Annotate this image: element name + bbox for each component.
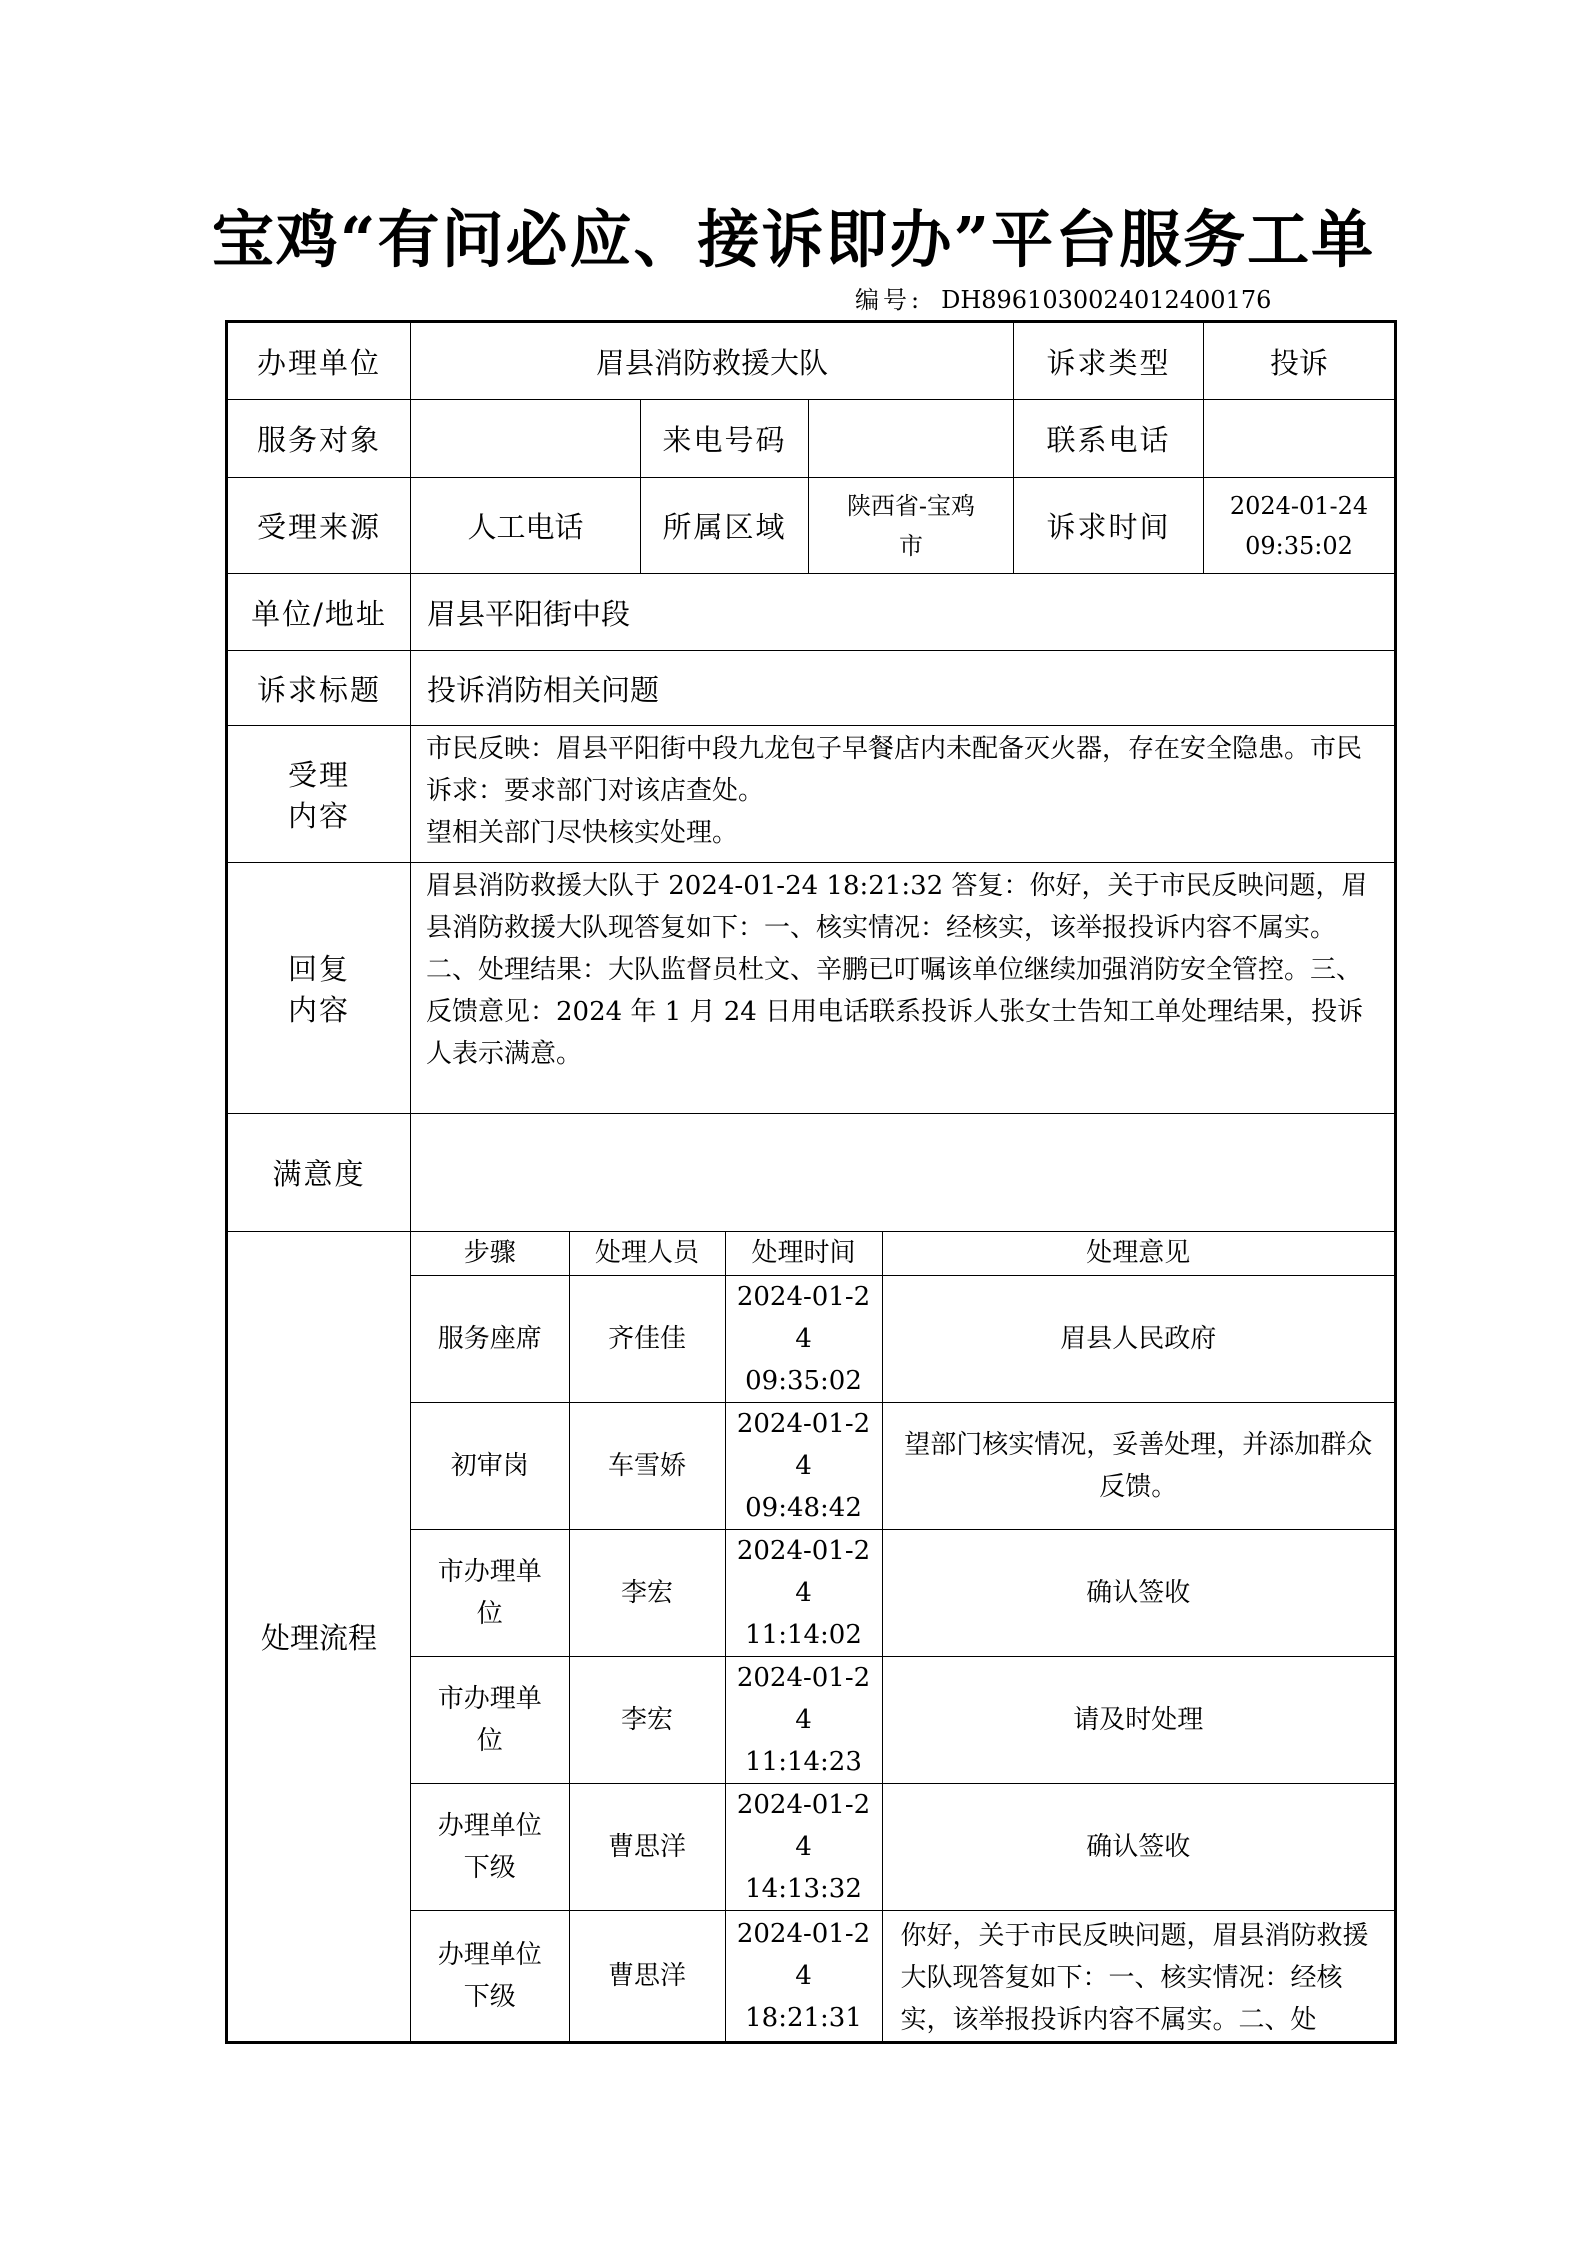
flow-opinion: 确认签收 (882, 1529, 1394, 1656)
flow-person: 车雪娇 (569, 1402, 725, 1529)
type-label: 诉求类型 (1014, 322, 1204, 400)
flow-opinion: 请及时处理 (882, 1656, 1394, 1783)
caller-label: 来电号码 (641, 400, 809, 478)
unit-value: 眉县消防救援大队 (411, 322, 1014, 400)
flow-person: 曹思洋 (569, 1910, 725, 2041)
reply-cell (411, 863, 1396, 1114)
serial-value: DH8961030024012400176 (941, 286, 1272, 314)
flow-row (411, 1910, 1394, 2041)
flow-opinion: 你好，关于市民反映问题，眉县消防救援大队现答复如下：一、核实情况：经核实，该举报投诉内容不属实。二、处 (882, 1910, 1394, 2041)
serial-number (855, 282, 1271, 318)
flow-header-step: 步骤 (411, 1232, 569, 1275)
time-value-line-2: 09:35:02 (1245, 531, 1353, 560)
region-label: 所属区域 (641, 478, 809, 574)
flow-time: 2024-01-2 4 14:13:32 (725, 1783, 882, 1910)
flow-header-time: 处理时间 (725, 1232, 882, 1275)
process-label: 处理流程 (227, 1232, 411, 2043)
flow-person: 曹思洋 (569, 1783, 725, 1910)
contact-label: 联系电话 (1014, 400, 1204, 478)
content-label (227, 726, 411, 863)
subject-value: 投诉消防相关问题 (411, 651, 1396, 726)
source-label: 受理来源 (227, 478, 411, 574)
flow-time: 2024-01-2 4 09:35:02 (725, 1275, 882, 1402)
time-label: 诉求时间 (1014, 478, 1204, 574)
document-title: 宝鸡“有问必应、接诉即办”平台服务工单 (211, 203, 1376, 276)
process-flow-table (411, 1232, 1394, 2041)
flow-row (411, 1656, 1394, 1783)
flow-step: 服务座席 (411, 1275, 569, 1402)
flow-time: 2024-01-2 4 18:21:31 (725, 1910, 882, 2041)
flow-opinion: 确认签收 (882, 1783, 1394, 1910)
reply-label (227, 863, 411, 1114)
flow-time: 2024-01-2 4 11:14:23 (725, 1656, 882, 1783)
time-value-line-1: 2024-01-24 (1229, 491, 1369, 520)
flow-header-person: 处理人员 (569, 1232, 725, 1275)
flow-row (411, 1275, 1394, 1402)
flow-step: 办理单位 下级 (411, 1910, 569, 2041)
time-value (1204, 478, 1396, 574)
content-cell (411, 726, 1396, 863)
flow-row (411, 1402, 1394, 1529)
reply-label-line-1: 回复 (287, 952, 350, 986)
content-text: 市民反映：眉县平阳街中段九龙包子早餐店内未配备灭火器，存在安全隐患。市民诉求：要求部门对该店查处。 望相关部门尽快核实处理。 (426, 734, 1363, 848)
flow-step: 办理单位 下级 (411, 1783, 569, 1910)
flow-person: 李宏 (569, 1656, 725, 1783)
flow-row (411, 1529, 1394, 1656)
source-value: 人工电话 (411, 478, 641, 574)
satisfaction-label: 满意度 (227, 1114, 411, 1232)
subject-label: 诉求标题 (227, 651, 411, 726)
flow-step: 初审岗 (411, 1402, 569, 1529)
flow-step: 市办理单 位 (411, 1656, 569, 1783)
target-label: 服务对象 (227, 400, 411, 478)
flow-row (411, 1783, 1394, 1910)
flow-opinion: 望部门核实情况，妥善处理，并添加群众反馈。 (882, 1402, 1394, 1529)
process-cell (411, 1232, 1396, 2043)
target-value (411, 400, 641, 478)
address-label: 单位/地址 (227, 574, 411, 651)
flow-header-opinion: 处理意见 (882, 1232, 1394, 1275)
unit-label: 办理单位 (227, 322, 411, 400)
flow-time: 2024-01-2 4 11:14:02 (725, 1529, 882, 1656)
content-label-line-1: 受理 (287, 758, 350, 792)
type-value: 投诉 (1204, 322, 1396, 400)
region-value (809, 478, 1014, 574)
work-order-table (225, 320, 1397, 2044)
flow-step: 市办理单 位 (411, 1529, 569, 1656)
caller-value (809, 400, 1014, 478)
reply-label-line-2: 内容 (287, 993, 350, 1027)
serial-label: 编号: (855, 286, 924, 314)
flow-person: 李宏 (569, 1529, 725, 1656)
content-label-line-2: 内容 (287, 799, 350, 833)
reply-text: 眉县消防救援大队于 2024-01-24 18:21:32 答复：你好，关于市民反映问题，眉县消防救援大队现答复如下：一、核实情况：经核实，该举报投诉内容不属实。二、处理结果：大队监督员杜文、辛鹏已叮嘱该单位继续加强消防安全管控。三、反馈意见：2024 年 1 月 24 日用电话联系投诉人张女士告知工单处理结果，投诉人表示满意。 (426, 871, 1368, 1069)
satisfaction-value (411, 1114, 1396, 1232)
flow-person: 齐佳佳 (569, 1275, 725, 1402)
region-value-line-1: 陕西省-宝鸡 (846, 491, 976, 520)
region-value-line-2: 市 (899, 531, 923, 560)
address-value: 眉县平阳街中段 (411, 574, 1396, 651)
flow-time: 2024-01-2 4 09:48:42 (725, 1402, 882, 1529)
contact-value (1204, 400, 1396, 478)
flow-opinion: 眉县人民政府 (882, 1275, 1394, 1402)
